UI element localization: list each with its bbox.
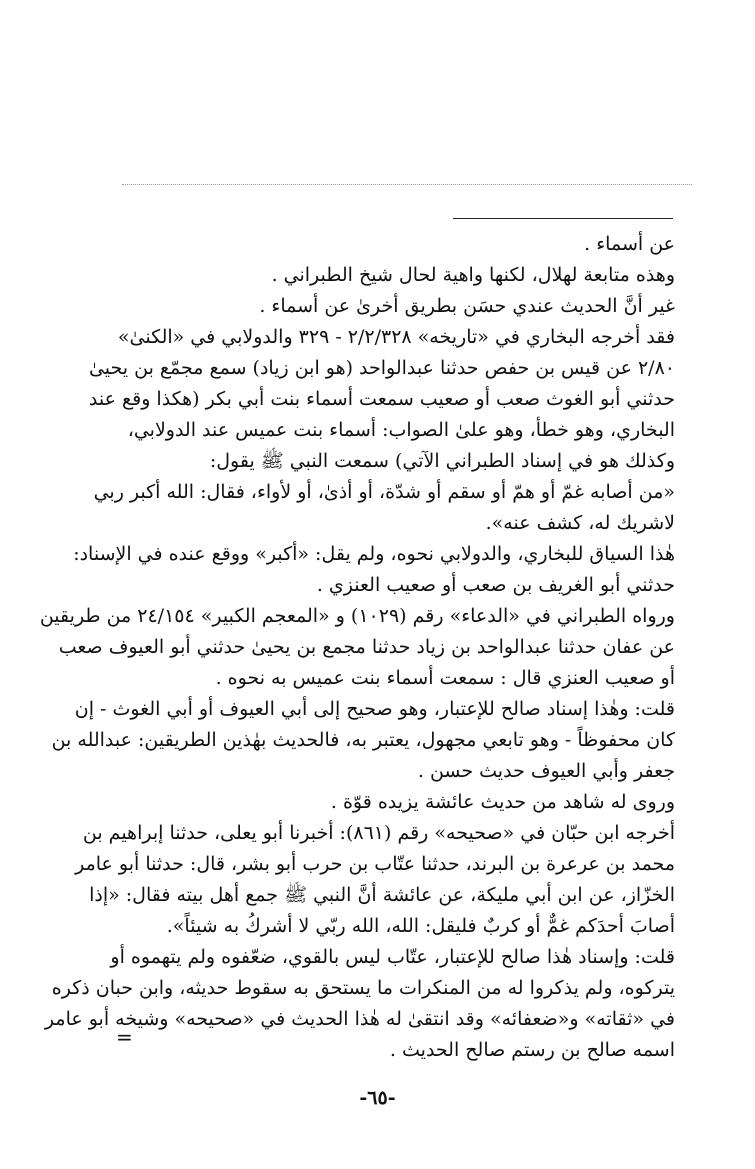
footnote-separator-rule xyxy=(453,218,673,219)
text-line: أخرجه ابن حبّان في «صحيحه» رقم (٨٦١): أخبرنا أبو يعلى، حدثنا إبراهيم بن xyxy=(82,822,675,844)
footnote-text-block xyxy=(39,229,675,1066)
text-line: فقد أخرجه البخاري في «تاريخه» ٢/٢/٣٢٨ - ٣٢٩ والدولابي في «الكنىٰ» xyxy=(117,326,675,348)
text-line: اسمه صالح بن رستم صالح الحديث . xyxy=(389,1039,675,1061)
text-line: حدثني أبو الغريف بن صعب أو صعيب العنزي . xyxy=(316,574,675,596)
text-line: عن عفان حدثنا عبدالواحد بن زياد حدثنا مجمع بن يحيىٰ حدثني أبو العيوف صعب xyxy=(58,636,675,658)
text-line: محمد بن عرعرة بن البرند، حدثنا عتّاب بن حرب أبو بشر، قال: حدثنا أبو عامر xyxy=(75,853,675,875)
text-line: هٰذا السياق للبخاري، والدولابي نحوه، ولم يقل: «أكبر» ووقع عنده في الإسناد: xyxy=(73,543,675,565)
text-line: وروى له شاهد من حديث عائشة يزيده قوّة . xyxy=(330,791,675,813)
text-line: وكذلك هو في إسناد الطبراني الآتي) سمعت النبي ﷺ يقول: xyxy=(209,450,675,472)
text-line: عن أسماء . xyxy=(584,233,675,255)
text-line: قلت: وإسناد هٰذا صالح للإعتبار، عتّاب ليس بالقوي، ضعّفوه ولم يتهموه أو xyxy=(110,946,675,968)
text-line: ٢/٨٠ عن قيس بن حفص حدثنا عبدالواحد (هو ابن زياد) سمع مجمّع بن يحيىٰ xyxy=(88,357,675,379)
text-line: ورواه الطبراني في «الدعاء» رقم (١٠٢٩) و «المعجم الكبير» ٢٤/١٥٤ من طريقين xyxy=(39,605,675,627)
text-line: جعفر وأبي العيوف حديث حسن . xyxy=(417,760,675,782)
top-dotted-rule xyxy=(122,184,692,185)
text-line: في «ثقاته» و«ضعفائه» وقد انتقىٰ له هٰذا الحديث في «صحيحه» وشيخه أبو عامر xyxy=(44,1008,675,1030)
text-line: وهذه متابعة لهلال، لكنها واهية لحال شيخ الطبراني . xyxy=(271,264,675,286)
continuation-mark: = xyxy=(116,1025,133,1049)
text-line: «من أصابه غمّ أو همّ أو سقم أو شدّة، أو أذىٰ، أو لأواء، فقال: الله أكبر ربي xyxy=(93,481,675,503)
text-line: أو صعيب العنزي قال : سمعت أسماء بنت عميس به نحوه . xyxy=(215,667,675,689)
text-line: قلت: وهٰذا إسناد صالح للإعتبار، وهو صحيح إلى أبي العيوف أو أبي الغوث - إن xyxy=(74,698,675,720)
text-line: الخزّاز، عن ابن أبي مليكة، عن عائشة أنَّ النبي ﷺ جمع أهل بيته فقال: «إذا xyxy=(89,884,675,906)
text-line: أصابَ أحدَكم غمٌّ أو كربٌ فليقل: الله، الله ربّي لا أشركُ به شيئاً». xyxy=(166,915,675,937)
text-line: يتركوه، ولم يذكروا له من المنكرات ما يستحق به سقوط حديثه، وابن حبان ذكره xyxy=(51,977,675,999)
page-number: -٦٥- xyxy=(359,1087,396,1109)
text-line: كان محفوظاً - وهو تابعي مجهول، يعتبر به، فالحديث بهٰذين الطريقين: عبدالله بن xyxy=(51,729,675,751)
text-line: غير أنَّ الحديث عندي حسَن بطريق أخرىٰ عن أسماء . xyxy=(259,295,675,317)
text-line: البخاري، وهو خطأ، وهو علىٰ الصواب: أسماء بنت عميس عند الدولابي، xyxy=(127,419,675,441)
text-line: حدثني أبو الغوث صعب أو صعيب سمعت أسماء بنت أبي بكر (هكذا وقع عند xyxy=(88,388,675,410)
text-line: لاشريك له، كشف عنه». xyxy=(485,512,675,534)
